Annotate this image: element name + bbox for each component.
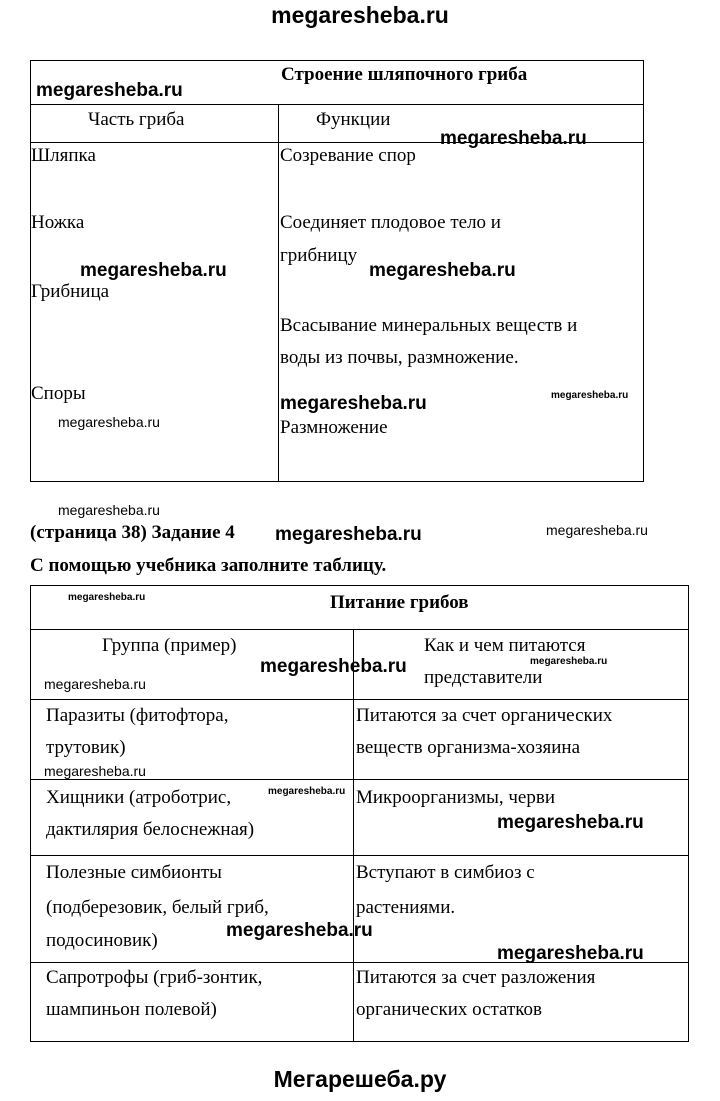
table1-function-stem-line1: Соединяет плодовое тело и [280,212,501,233]
table2-border-left [30,585,31,1042]
table1-part-spores: Споры [31,383,86,404]
watermark: megaresheba.ru [68,592,146,603]
table2-group-predators-line2: дактилярия белоснежная) [46,819,255,840]
table1-border-middle [278,104,279,482]
table2-feeding-saprotrophs-line2: органических остатков [356,999,543,1020]
watermark: megaresheba.ru [80,260,227,281]
table2-border-top [30,585,689,586]
table2-group-saprotrophs-line1: Сапротрофы (гриб-зонтик, [46,967,263,988]
watermark: megaresheba.ru [226,920,373,941]
table1-function-stem-line2: грибницу [280,245,358,266]
table2-border-middle [353,629,354,1042]
table1-function-cap: Созревание спор [280,145,416,166]
watermark: megaresheba.ru [268,786,346,797]
table2-group-symbionts-line1: Полезные симбионты [46,862,222,883]
table2-header-group: Группа (пример) [102,635,237,656]
watermark: megaresheba.ru [530,656,608,667]
watermark: megaresheba.ru [551,390,629,401]
table1-part-cap: Шляпка [31,145,96,166]
table2-feeding-symbionts-line1: Вступают в симбиоз с [356,862,535,883]
table2-header-feeding-line2: представители [424,667,543,688]
table2-header-feeding-line1: Как и чем питаются [424,635,586,656]
table1-header-function: Функции [316,109,391,130]
watermark: megaresheba.ru [44,763,146,779]
table2-border-colheader [30,699,689,700]
table1-border-right [643,60,644,482]
table2-title: Питание грибов [330,592,469,613]
table1-border-left [30,60,31,482]
site-footer: Мегарешеба.ру [273,1066,447,1092]
watermark: megaresheba.ru [369,260,516,281]
table2-feeding-predators-line1: Микроорганизмы, черви [356,787,556,808]
table1-border-header [30,104,644,105]
table1-function-mycelium-line1: Всасывание минеральных веществ и [280,315,578,336]
table2-group-parasites-line2: трутовик) [46,737,126,758]
watermark: megaresheba.ru [497,812,644,833]
watermark: megaresheba.ru [440,128,587,149]
table2-border-header [30,629,689,630]
watermark: megaresheba.ru [497,943,644,964]
table1-part-mycelium: Грибница [31,281,110,302]
table2-feeding-parasites-line2: веществ организма-хозяина [356,737,581,758]
task-instruction: С помощью учебника заполните таблицу. [30,555,387,576]
table1-part-stem: Ножка [31,212,85,233]
table2-group-symbionts-line2: (подберезовик, белый гриб, [46,897,269,918]
table2-border-right [688,585,689,1042]
site-header: megaresheba.ru [271,2,449,28]
table2-border-row2 [30,855,689,856]
table2-group-parasites-line1: Паразиты (фитофтора, [46,705,229,726]
table2-feeding-parasites-line1: Питаются за счет органических [356,705,613,726]
table2-feeding-saprotrophs-line1: Питаются за счет разложения [356,967,596,988]
table2-group-predators-line1: Хищники (атроботрис, [46,787,232,808]
table1-function-mycelium-line2: воды из почвы, размножение. [280,347,519,368]
table2-feeding-symbionts-line2: растениями. [356,897,456,918]
table1-function-spores: Размножение [280,417,388,438]
table2-border-row1 [30,779,689,780]
table1-border-bottom [30,481,644,482]
watermark: megaresheba.ru [58,414,160,430]
watermark: megaresheba.ru [36,80,183,101]
table2-group-saprotrophs-line2: шампиньон полевой) [46,999,217,1020]
table1-header-part: Часть гриба [88,109,185,130]
watermark: megaresheba.ru [44,676,146,692]
task-heading: (страница 38) Задание 4 [30,522,235,543]
watermark: megaresheba.ru [260,656,407,677]
table1-border-top [30,60,644,61]
watermark: megaresheba.ru [280,393,427,414]
table1-title: Строение шляпочного гриба [281,64,528,85]
table2-group-symbionts-line3: подосиновик) [46,930,158,951]
watermark: megaresheba.ru [546,522,648,538]
table2-border-bottom [30,1041,689,1042]
watermark: megaresheba.ru [58,502,160,518]
watermark: megaresheba.ru [275,524,422,545]
